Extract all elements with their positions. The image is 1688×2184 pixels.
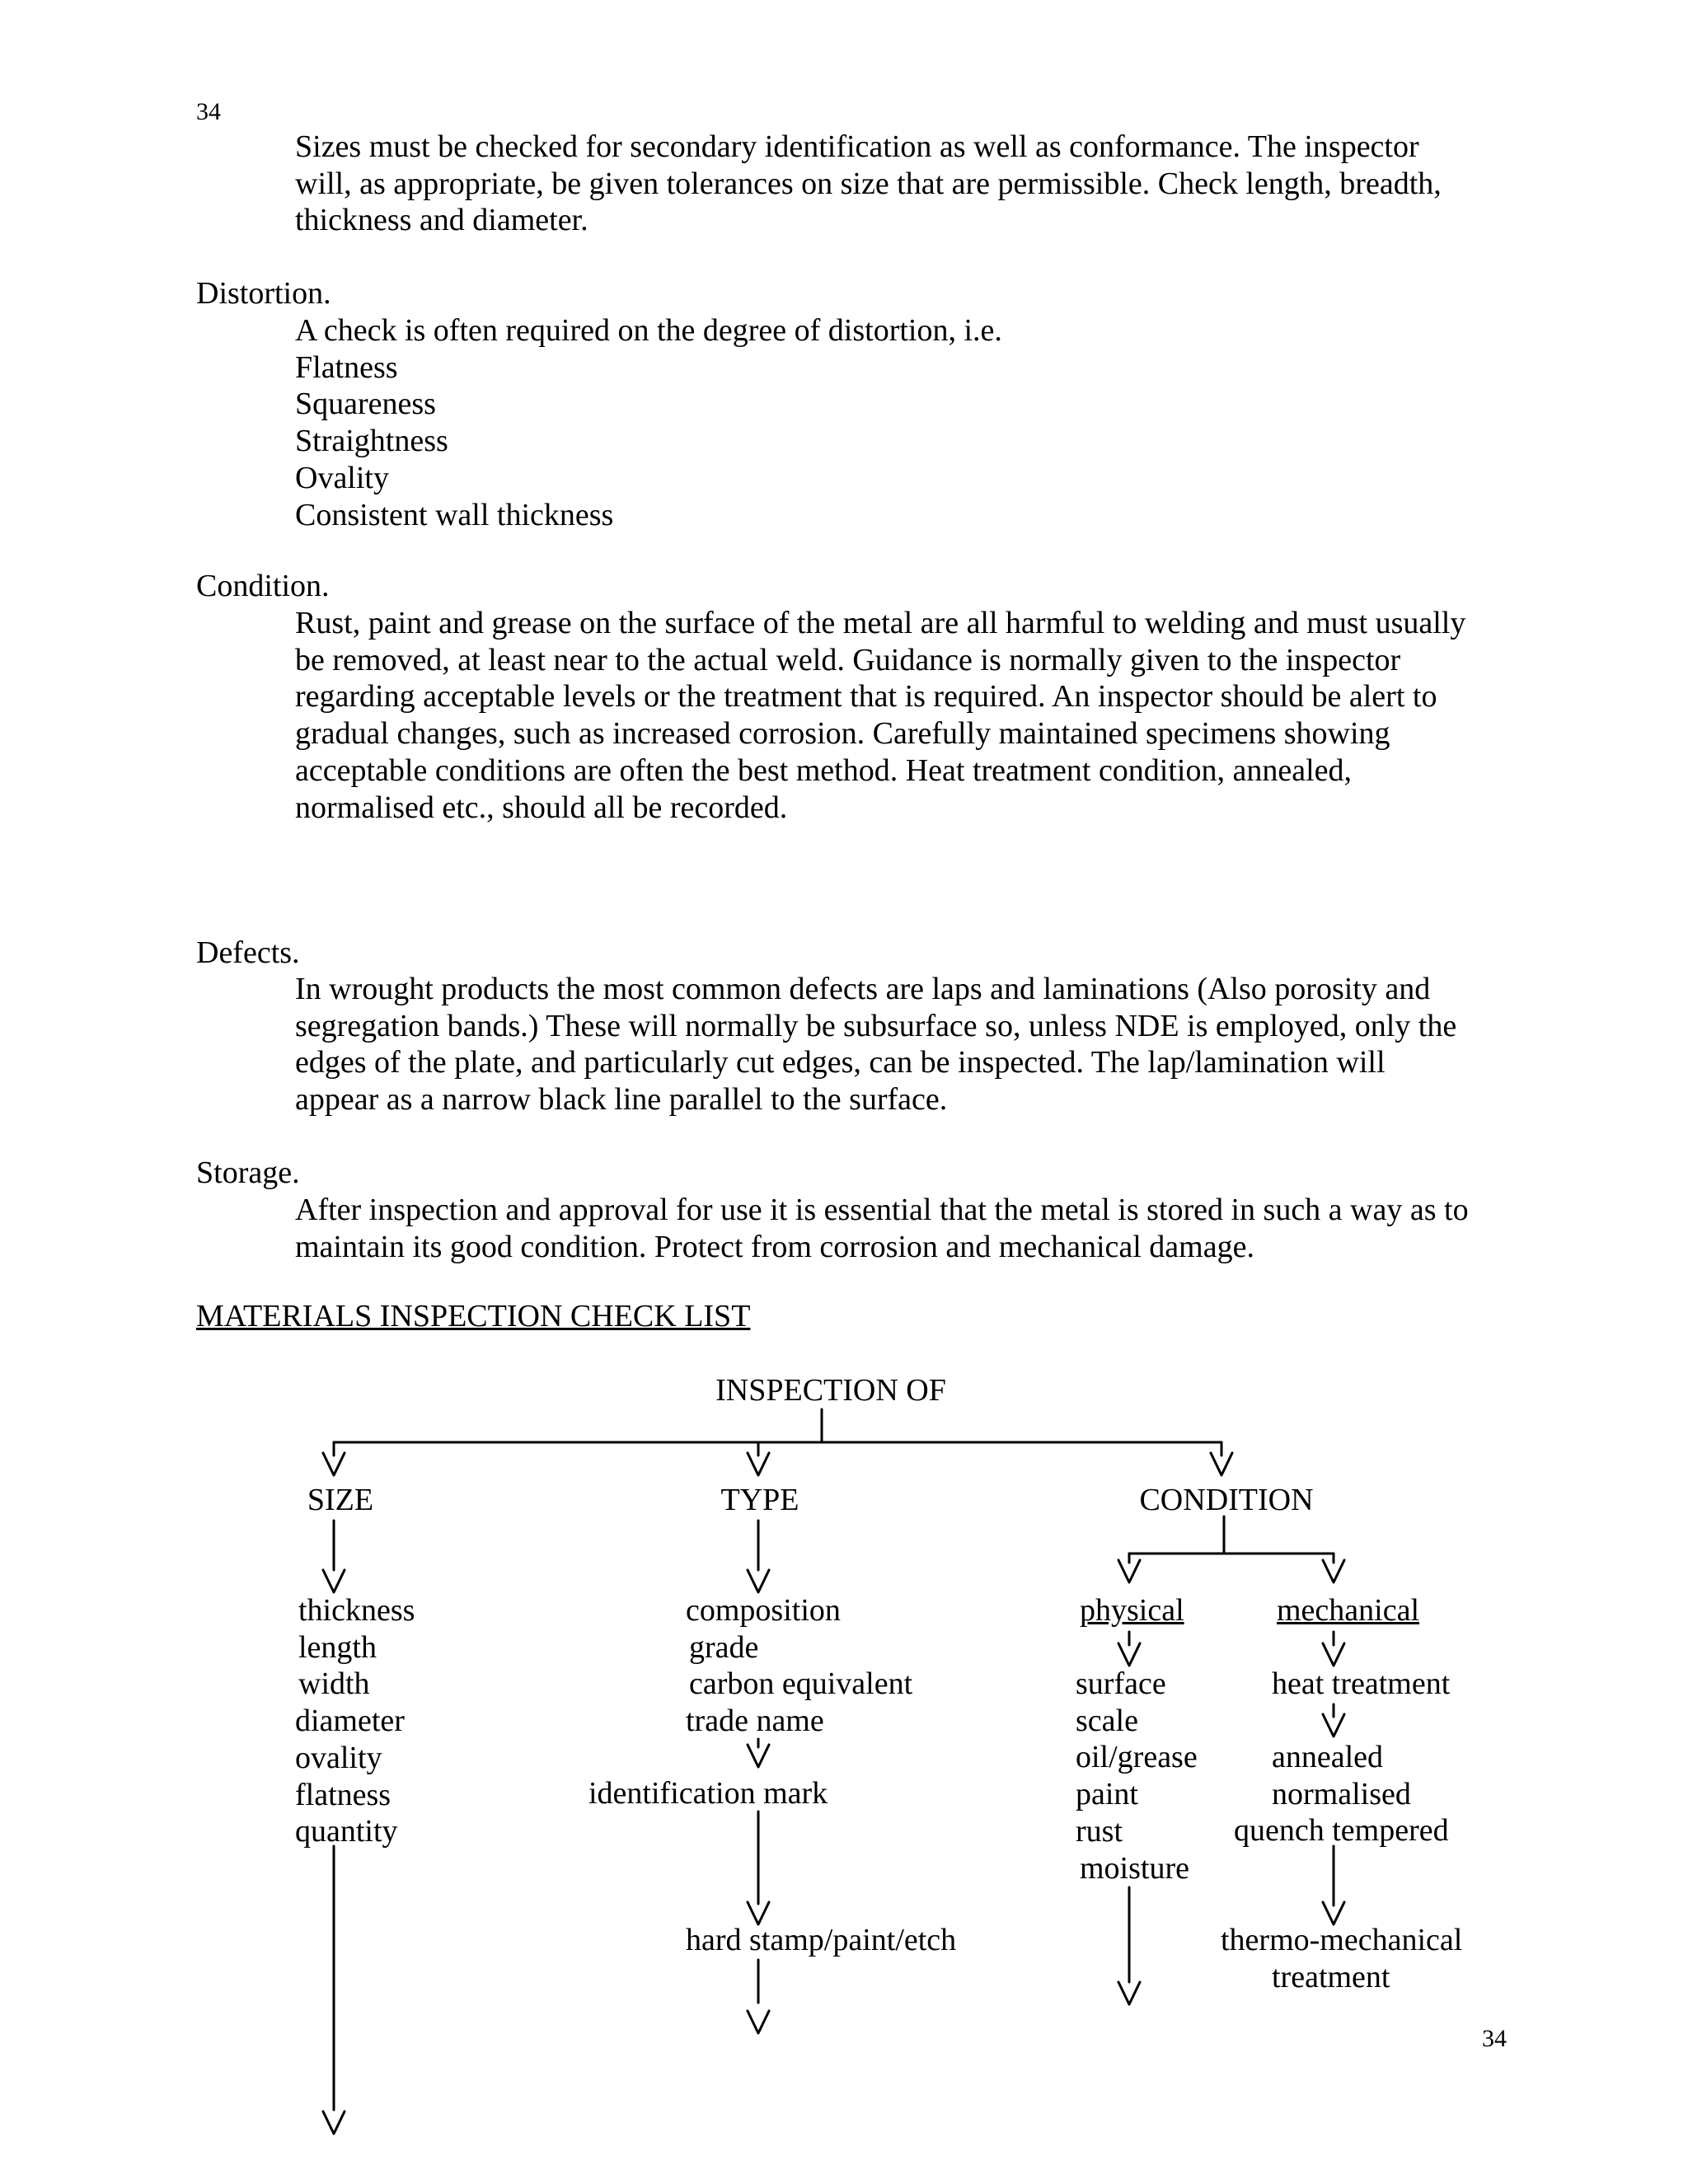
type-item: trade name xyxy=(686,1704,824,1739)
condition-line: regarding acceptable levels or the treatment that is required. An inspector should be alert to xyxy=(295,679,1437,715)
page-number-bottom: 34 xyxy=(1482,2025,1507,2052)
storage-line: After inspection and approval for use it is essential that the metal is stored in such a way as to xyxy=(295,1193,1469,1227)
thermo-mechanical-node-line2: treatment xyxy=(1272,1960,1390,1994)
arrow-physical-items xyxy=(1118,1643,1140,1666)
condition-line: normalised etc., should all be recorded. xyxy=(295,790,788,825)
type-item: grade xyxy=(689,1629,759,1665)
condition-line: acceptable conditions are often the best method. Heat treatment condition, annealed, xyxy=(295,752,1352,788)
root-node: INSPECTION OF xyxy=(715,1373,946,1408)
defects-heading: Defects. xyxy=(196,935,300,970)
defects-line: segregation bands.) These will normally be subsurface so, unless NDE is employed, only the xyxy=(295,1008,1457,1043)
type-items-list xyxy=(686,1592,912,1740)
identification-mark-node: identification mark xyxy=(588,1776,828,1811)
physical-item: rust xyxy=(1076,1813,1123,1849)
storage-line: maintain its good condition. Protect from corrosion and mechanical damage. xyxy=(295,1229,1254,1264)
checklist-title: MATERIALS INSPECTION CHECK LIST xyxy=(196,1299,751,1333)
size-item: diameter xyxy=(295,1704,405,1739)
defects-line: In wrought products the most common defects are laps and laminations (Also porosity and xyxy=(295,972,1431,1006)
mechanical-items-list xyxy=(1234,1739,1449,1849)
condition-node: CONDITION xyxy=(1139,1483,1314,1517)
distortion-heading: Distortion. xyxy=(196,276,331,311)
intro-line: thickness and diameter. xyxy=(295,203,588,238)
physical-node: physical xyxy=(1080,1593,1184,1628)
physical-item: scale xyxy=(1076,1703,1138,1738)
type-item: carbon equivalent xyxy=(689,1666,913,1702)
heat-treatment-node: heat treatment xyxy=(1272,1666,1451,1701)
distortion-line: Straightness xyxy=(295,424,448,459)
distortion-line: Squareness xyxy=(295,387,436,422)
mechanical-node: mechanical xyxy=(1277,1593,1420,1628)
type-node: TYPE xyxy=(720,1483,799,1517)
mechanical-item: quench tempered xyxy=(1234,1813,1449,1849)
arrow-marking-end xyxy=(748,2011,769,2033)
physical-item: moisture xyxy=(1080,1850,1189,1886)
arrow-to-marking xyxy=(748,1902,769,1924)
size-node: SIZE xyxy=(307,1483,374,1517)
page-number-top: 34 xyxy=(196,98,221,125)
physical-items-list xyxy=(1076,1666,1198,1886)
distortion-line: Consistent wall thickness xyxy=(295,497,614,532)
defects-line: appear as a narrow black line parallel to the surface. xyxy=(295,1082,948,1118)
size-items-list xyxy=(295,1592,415,1850)
defects-line: edges of the plate, and particularly cut edges, can be inspected. The lap/lamination will xyxy=(295,1045,1386,1080)
physical-item: oil/grease xyxy=(1076,1740,1198,1775)
storage-heading: Storage. xyxy=(196,1155,300,1190)
size-item: ovality xyxy=(295,1740,382,1775)
intro-line: will, as appropriate, be given tolerances on size that are permissible. Check length, breadth, xyxy=(295,166,1442,201)
mechanical-item: normalised xyxy=(1272,1776,1411,1811)
size-item: quantity xyxy=(295,1814,398,1849)
arrow-size-items xyxy=(323,1570,345,1592)
arrow-size-end xyxy=(323,2111,345,2134)
condition-line: Rust, paint and grease on the surface of the metal are all harmful to welding and must usually xyxy=(295,606,1466,640)
intro-line: Sizes must be checked for secondary identification as well as conformance. The inspector xyxy=(295,129,1419,164)
condition-line: be removed, at least near to the actual weld. Guidance is normally given to the inspector xyxy=(295,642,1401,677)
thermo-mechanical-node: thermo-mechanical xyxy=(1221,1923,1463,1957)
distortion-line: Flatness xyxy=(295,349,398,385)
physical-item: surface xyxy=(1076,1666,1166,1701)
arrow-heat-treatment xyxy=(1323,1643,1344,1666)
size-item: length xyxy=(298,1629,377,1665)
arrow-physical-end xyxy=(1118,1982,1140,2004)
size-item: flatness xyxy=(295,1777,392,1812)
arrow-type-items xyxy=(748,1570,769,1592)
condition-heading: Condition. xyxy=(196,569,330,603)
size-item: thickness xyxy=(298,1593,415,1628)
physical-item: paint xyxy=(1076,1777,1138,1812)
size-item: width xyxy=(298,1666,370,1702)
distortion-line: A check is often required on the degree of distortion, i.e. xyxy=(295,313,1002,348)
mechanical-item: annealed xyxy=(1272,1740,1384,1774)
condition-line: gradual changes, such as increased corrosion. Carefully maintained specimens showing xyxy=(295,716,1390,752)
type-item: composition xyxy=(686,1593,841,1628)
distortion-line: Ovality xyxy=(295,460,389,495)
marking-node: hard stamp/paint/etch xyxy=(686,1923,957,1957)
